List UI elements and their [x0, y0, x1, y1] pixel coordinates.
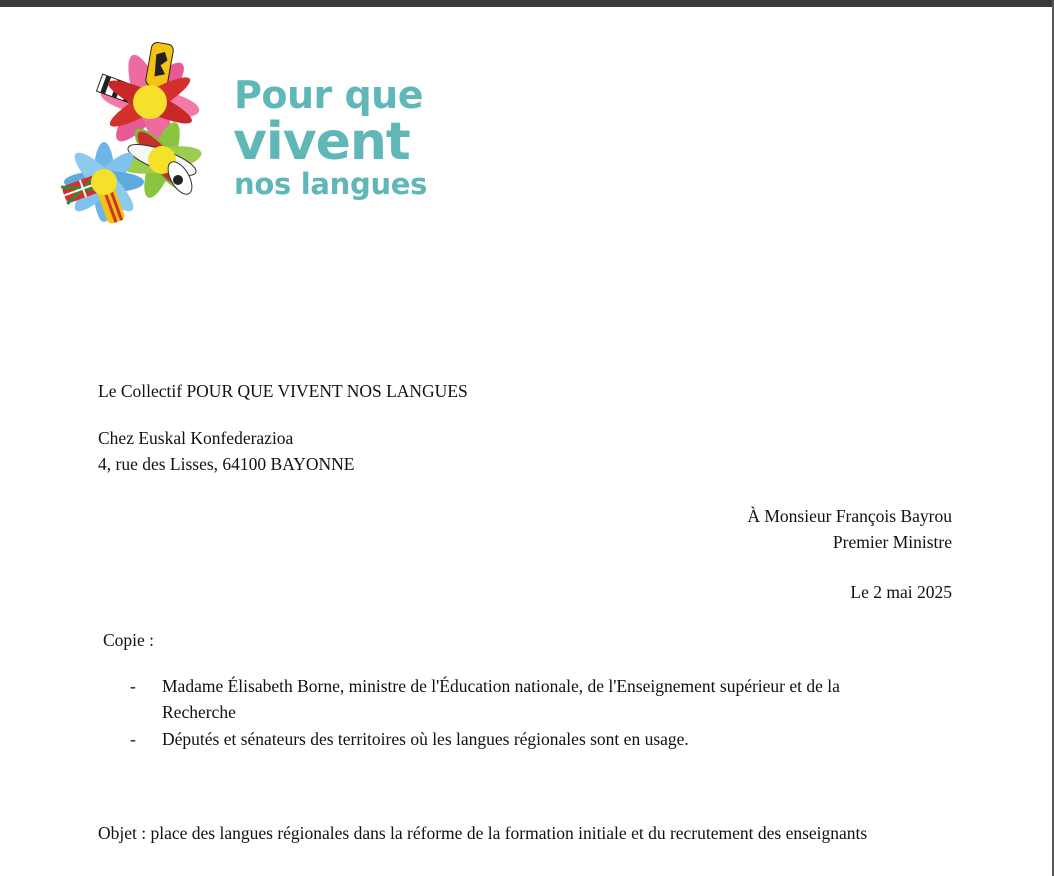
recipient-title: Premier Ministre: [832, 532, 952, 552]
letter-subject: Objet : place des langues régionales dans la réforme de la formation initiale et du recrutement des enseignants: [98, 823, 868, 843]
sender-address-line-1: Chez Euskal Konfederazioa: [98, 428, 294, 448]
logo-line-3: nos langues: [234, 167, 428, 201]
copy-item-2: Députés et sénateurs des territoires où les langues régionales sont en usage.: [162, 729, 689, 749]
list-bullet: -: [130, 676, 136, 696]
flower-bouquet-icon: [58, 40, 228, 232]
logo-line-1: Pour que: [234, 73, 424, 117]
copy-label: Copie :: [103, 630, 155, 650]
logo-line-2: vivent: [233, 112, 410, 172]
viewer-top-bar: [0, 0, 1054, 7]
sender-address-line-2: 4, rue des Lisses, 64100 BAYONNE: [98, 454, 355, 474]
sender-name: Le Collectif POUR QUE VIVENT NOS LANGUES: [98, 381, 468, 401]
list-bullet: -: [130, 729, 136, 749]
collective-logo: [58, 40, 428, 232]
letter-date: Le 2 mai 2025: [850, 582, 952, 602]
recipient-name: À Monsieur François Bayrou: [747, 506, 952, 526]
copy-item-1-line-2: Recherche: [162, 702, 236, 722]
copy-item-1-line-1: Madame Élisabeth Borne, ministre de l'Éducation nationale, de l'Enseignement supérieur et de la: [162, 676, 840, 696]
